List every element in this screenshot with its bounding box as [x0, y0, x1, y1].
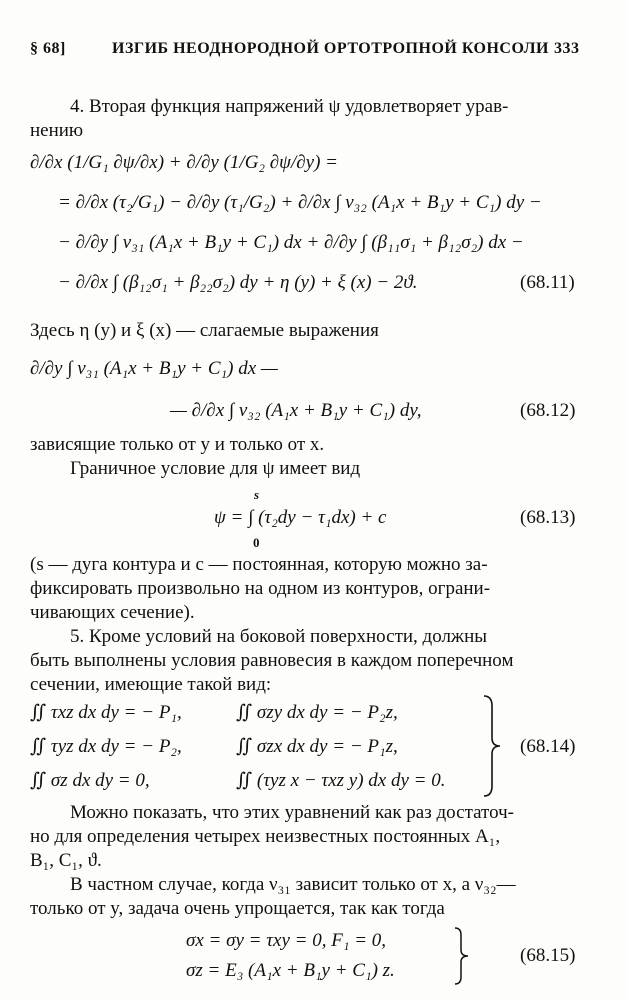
paragraph-4-line-2: нению: [30, 120, 84, 141]
section-marker: § 68]: [30, 40, 66, 57]
special-case-line-1: В частном случае, когда ν₃₁ зависит только от x, а ν₃₂—: [70, 874, 516, 895]
right-brace-68-14: [480, 694, 504, 798]
equation-68-14-row-3-left: ∬ σz dx dy = 0,: [30, 770, 150, 791]
note-line-3: чивающих сечение).: [30, 602, 195, 623]
page-number: 333: [554, 40, 580, 57]
paragraph-5-line-1: 5. Кроме условий на боковой поверхности, должны: [70, 626, 487, 647]
equation-number-68-14: (68.14): [520, 736, 576, 757]
equation-68-13: ψ = ∫ (τ₂dy − τ₁dx) + c: [214, 507, 387, 528]
equation-68-11-line-2: = ∂/∂x (τ₂/G₁) − ∂/∂y (τ₁/G₂) + ∂/∂x ∫ ν₃₂ (A₁x + B₁y + C₁) dy −: [58, 192, 542, 213]
here-text: Здесь η (y) и ξ (x) — слагаемые выражения: [30, 320, 379, 341]
paragraph-5-line-3: сечении, имеющие такой вид:: [30, 674, 272, 695]
equation-68-15-line-2: σz = E₃ (A₁x + B₁y + C₁) z.: [186, 960, 395, 981]
special-case-line-2: только от y, задача очень упрощается, так как тогда: [30, 898, 445, 919]
equation-68-15-line-1: σx = σy = τxy = 0, F₁ = 0,: [186, 930, 387, 951]
equation-number-68-12: (68.12): [520, 400, 576, 421]
equation-68-14-row-3-right: ∬ (τyz x − τxz y) dx dy = 0.: [236, 770, 446, 791]
equation-68-11-line-3: − ∂/∂y ∫ ν₃₁ (A₁x + B₁y + C₁) dx + ∂/∂y ∫ (β₁₁σ₁ + β₁₂σ₂) dx −: [58, 232, 524, 253]
note-line-2: фиксировать произвольно на одном из контуров, ограни-: [30, 578, 491, 599]
integral-lower-limit: 0: [253, 535, 260, 550]
show-line-2: но для определения четырех неизвестных постоянных A₁,: [30, 826, 501, 847]
paragraph-4-line-1: 4. Вторая функция напряжений ψ удовлетворяет урав-: [70, 96, 509, 117]
integral-upper-limit: s: [254, 487, 260, 502]
equation-68-14-row-1-left: ∬ τxz dx dy = − P₁,: [30, 702, 182, 723]
equation-number-68-13: (68.13): [520, 507, 576, 528]
equation-number-68-15: (68.15): [520, 945, 576, 966]
boundary-text: Граничное условие для ψ имеет вид: [70, 458, 361, 479]
right-brace-68-15: [452, 926, 472, 986]
show-line-3: B₁, C₁, ϑ.: [30, 850, 102, 871]
running-title: ИЗГИБ НЕОДНОРОДНОЙ ОРТОТРОПНОЙ КОНСОЛИ: [112, 40, 549, 57]
show-line-1: Можно показать, что этих уравнений как раз достаточ-: [70, 802, 514, 823]
equation-68-12-line-2: — ∂/∂x ∫ ν₃₂ (A₁x + B₁y + C₁) dy,: [170, 400, 422, 421]
equation-68-11-line-4: − ∂/∂x ∫ (β₁₂σ₁ + β₂₂σ₂) dy + η (y) + ξ (x) − 2ϑ.: [58, 272, 418, 293]
equation-68-11-line-1: ∂/∂x (1/G₁ ∂ψ/∂x) + ∂/∂y (1/G₂ ∂ψ/∂y) =: [30, 152, 338, 173]
note-line-1: (s — дуга контура и c — постоянная, которую можно за-: [30, 554, 488, 575]
equation-68-12-line-1: ∂/∂y ∫ ν₃₁ (A₁x + B₁y + C₁) dx —: [30, 358, 278, 379]
depending-text: зависящие только от y и только от x.: [30, 434, 325, 455]
equation-68-14-row-1-right: ∬ σzy dx dy = − P₂z,: [236, 702, 398, 723]
equation-68-14-row-2-right: ∬ σzx dx dy = − P₁z,: [236, 736, 398, 757]
equation-68-14-row-2-left: ∬ τyz dx dy = − P₂,: [30, 736, 182, 757]
paragraph-5-line-2: быть выполнены условия равновесия в каждом поперечном: [30, 650, 514, 671]
equation-number-68-11: (68.11): [520, 272, 575, 293]
